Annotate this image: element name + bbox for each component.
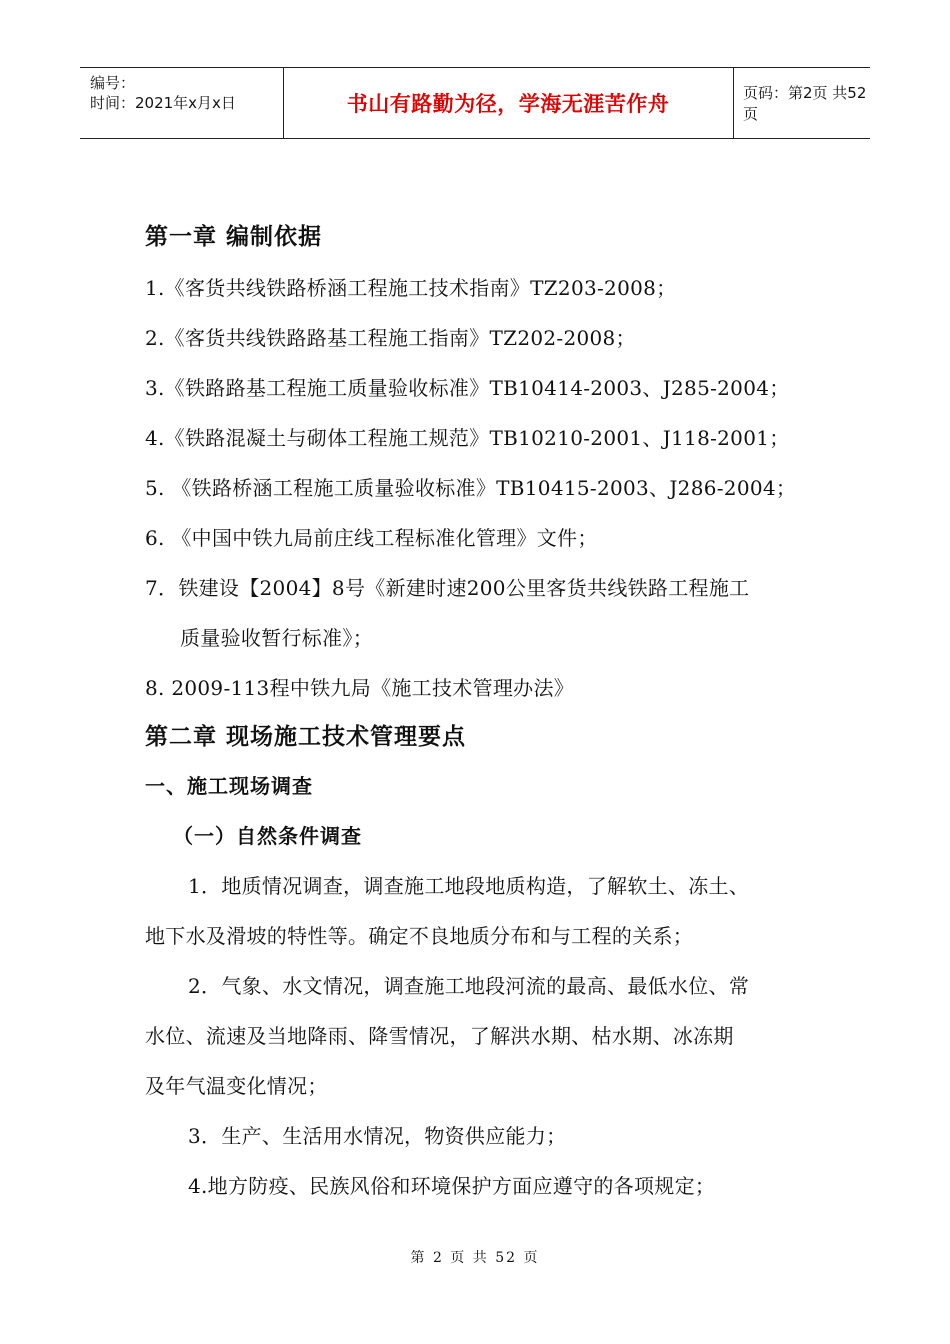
reference-item-5: 5. 《铁路桥涵工程施工质量验收标准》TB10415-2003、J286-2004；: [145, 476, 797, 500]
header-motto: 书山有路勤为径，学海无涯苦作舟: [346, 92, 670, 116]
reference-item-4: 4.《铁路混凝土与砌体工程施工规范》TB10210-2001、J118-2001；: [145, 426, 790, 450]
header-page-info: 页码：第2页 共52页: [743, 84, 867, 123]
document-date: 时间：2021年x月x日: [90, 94, 236, 112]
paragraph-3: 3．生产、生活用水情况，物资供应能力；: [188, 1124, 567, 1148]
header-meta: [80, 68, 284, 138]
paragraph-1-line-2: 地下水及滑坡的特性等。确定不良地质分布和与工程的关系；: [145, 924, 694, 948]
reference-item-3: 3.《铁路路基工程施工质量验收标准》TB10414-2003、J285-2004；: [145, 376, 790, 400]
reference-item-1: 1.《客货共线铁路桥涵工程施工技术指南》TZ203-2008；: [145, 276, 677, 300]
reference-item-8: 8. 2009-113程中铁九局《施工技术管理办法》: [145, 676, 575, 700]
page-header: [80, 67, 870, 139]
paragraph-1-line-1: 1．地质情况调查，调查施工地段地质构造，了解软土、冻土、: [188, 874, 750, 898]
paragraph-2-line-1: 2．气象、水文情况，调查施工地段河流的最高、最低水位、常: [188, 974, 750, 998]
reference-item-7-continued: 质量验收暂行标准》；: [180, 626, 373, 650]
paragraph-2-line-3: 及年气温变化情况；: [145, 1074, 328, 1098]
reference-item-7: 7．铁建设【2004】8号《新建时速200公里客货共线铁路工程施工: [145, 576, 750, 600]
chapter-2-title: 第二章 现场施工技术管理要点: [145, 724, 467, 750]
reference-item-2: 2.《客货共线铁路路基工程施工指南》TZ202-2008；: [145, 326, 636, 350]
chapter-1-title: 第一章 编制依据: [145, 224, 323, 250]
document-number-label: 编号：: [90, 74, 136, 92]
reference-item-6: 6. 《中国中铁九局前庄线工程标准化管理》文件；: [145, 526, 598, 550]
page-footer: 第 2 页 共 52 页: [410, 1250, 540, 1266]
header-motto-cell: [283, 68, 734, 138]
paragraph-4: 4.地方防疫、民族风俗和环境保护方面应遵守的各项规定；: [188, 1174, 716, 1198]
subsection-1-title: （一）自然条件调查: [173, 824, 362, 848]
paragraph-2-line-2: 水位、流速及当地降雨、降雪情况，了解洪水期、枯水期、冰冻期: [145, 1024, 734, 1048]
section-1-title: 一、施工现场调查: [145, 774, 313, 798]
